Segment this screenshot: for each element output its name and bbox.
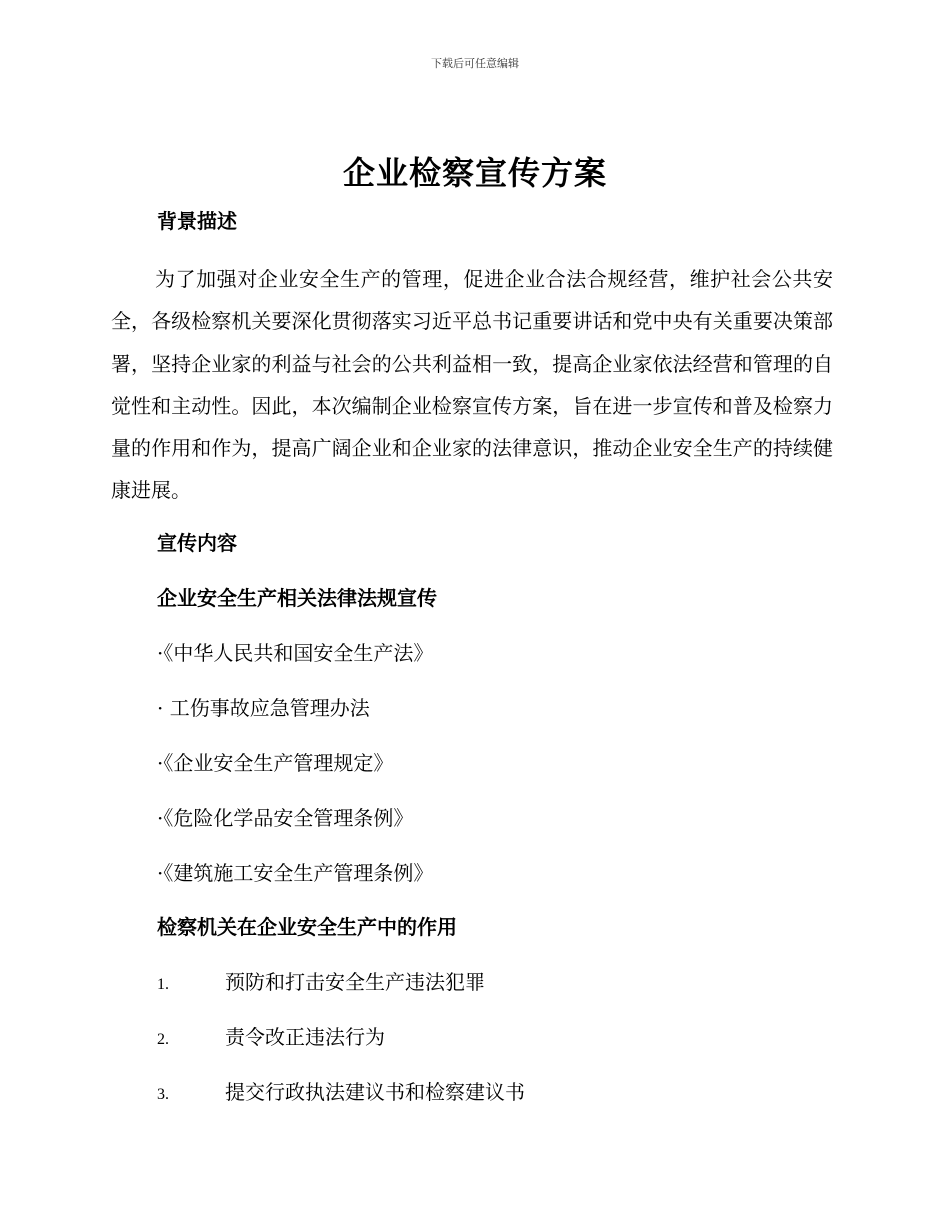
list-item-role [157, 1076, 525, 1105]
list-item-role [157, 966, 485, 995]
list-item-law: ·《中华人民共和国安全生产法》 [157, 641, 434, 665]
list-number: 2. [157, 1031, 169, 1048]
list-text: 预防和打击安全生产违法犯罪 [225, 970, 485, 994]
page-header-note: 下载后可任意编辑 [431, 57, 519, 70]
background-paragraph: 为了加强对企业安全生产的管理，促进企业合法合规经营，维护社会公共安全，各级检察机关要深化贯彻落实习近平总书记重要讲话和党中央有关重要决策部署，坚持企业家的利益与社会的公共利益相一致，提高企业家依法经营和管理的自觉性和主动性。因此，本次编制企业检察宣传方案，旨在进一步宣传和普及检察力量的作用和作为，提高广阔企业和企业家的法律意识，推动企业安全生产的持续健康进展。 [111, 267, 833, 503]
list-number: 1. [157, 976, 169, 993]
document-title: 企业检察宣传方案 [342, 154, 607, 192]
subheading-role: 检察机关在企业安全生产中的作用 [157, 915, 457, 939]
subheading-laws: 企业安全生产相关法律法规宣传 [157, 586, 437, 610]
list-number: 3. [157, 1086, 169, 1103]
list-text: 责令改正违法行为 [225, 1025, 385, 1049]
list-item-law: · 工伤事故应急管理办法 [157, 696, 370, 720]
section-heading-content: 宣传内容 [157, 531, 237, 555]
list-item-law: ·《危险化学品安全管理条例》 [157, 806, 414, 830]
list-item-law: ·《企业安全生产管理规定》 [157, 751, 394, 775]
list-item-role [157, 1021, 385, 1050]
section-heading-background: 背景描述 [157, 209, 237, 233]
list-item-law: ·《建筑施工安全生产管理条例》 [157, 861, 434, 885]
list-text: 提交行政执法建议书和检察建议书 [225, 1080, 525, 1104]
